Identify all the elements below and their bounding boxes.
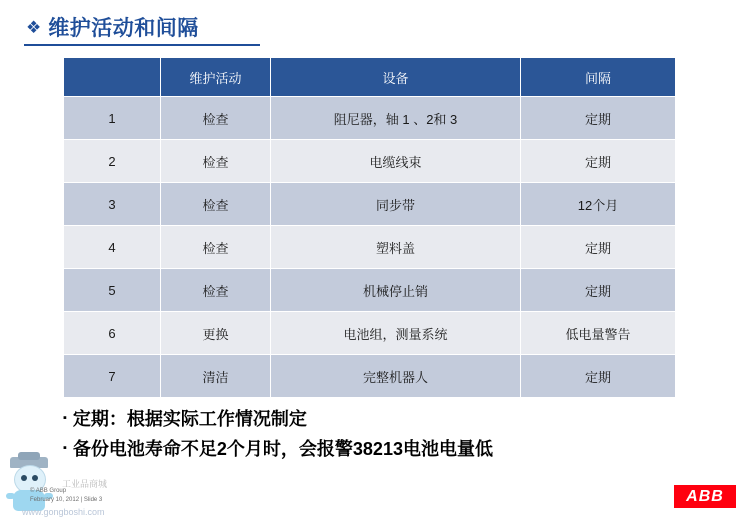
diamond-bullet-icon: ❖ [26, 17, 42, 37]
cell-number: 3 [64, 183, 161, 226]
cell-number: 7 [64, 355, 161, 398]
cell-device: 同步带 [271, 183, 521, 226]
cell-number: 4 [64, 226, 161, 269]
cell-activity: 检查 [161, 140, 271, 183]
title-divider [24, 44, 260, 46]
cell-interval: 定期 [521, 97, 676, 140]
cell-device: 塑料盖 [271, 226, 521, 269]
page-title-text: 维护活动和间隔 [48, 17, 199, 40]
watermark-url: www.gongboshi.com [22, 507, 105, 517]
table-row [64, 312, 676, 355]
col-header-interval: 间隔 [521, 58, 676, 97]
maintenance-table [63, 57, 676, 398]
cell-interval: 低电量警告 [521, 312, 676, 355]
cell-device: 电池组，测量系统 [271, 312, 521, 355]
cell-number: 2 [64, 140, 161, 183]
cell-interval: 12个月 [521, 183, 676, 226]
col-header-device: 设备 [271, 58, 521, 97]
date-slide-text: February 10, 2012 | Slide 3 [30, 497, 103, 503]
cell-activity: 检查 [161, 97, 271, 140]
watermark-name: 工业品商城 [62, 479, 108, 489]
cell-number: 5 [64, 269, 161, 312]
table-header-row [64, 58, 676, 97]
page-title [26, 12, 199, 42]
cell-number: 6 [64, 312, 161, 355]
table-row [64, 226, 676, 269]
note-text: 定期：根据实际工作情况制定 [72, 409, 307, 429]
maintenance-table-wrapper [63, 57, 675, 398]
cell-activity: 检查 [161, 183, 271, 226]
cell-number: 1 [64, 97, 161, 140]
cell-activity: 检查 [161, 269, 271, 312]
table-row [64, 355, 676, 398]
mascot-icon [6, 455, 58, 515]
cell-interval: 定期 [521, 269, 676, 312]
cell-interval: 定期 [521, 140, 676, 183]
notes-list [63, 407, 703, 467]
cell-activity: 清洁 [161, 355, 271, 398]
cell-device: 完整机器人 [271, 355, 521, 398]
cell-activity: 更换 [161, 312, 271, 355]
cell-activity: 检查 [161, 226, 271, 269]
list-item [63, 437, 703, 461]
copyright-text: © ABB Group [30, 488, 67, 494]
list-item [63, 407, 703, 431]
square-bullet-icon: ▪ [63, 412, 67, 424]
table-row [64, 140, 676, 183]
cell-interval: 定期 [521, 355, 676, 398]
table-row [64, 269, 676, 312]
cell-device: 机械停止销 [271, 269, 521, 312]
cell-device: 电缆线束 [271, 140, 521, 183]
col-header-number [64, 58, 161, 97]
col-header-activity: 维护活动 [161, 58, 271, 97]
cell-device: 阻尼器，轴 1 、2和 3 [271, 97, 521, 140]
square-bullet-icon: ▪ [63, 442, 67, 454]
table-row [64, 97, 676, 140]
mascot-hat-top [18, 452, 40, 460]
mascot-eye-left [21, 475, 27, 481]
note-text: 备份电池寿命不足2个月时，会报警38213电池电量低 [72, 439, 493, 459]
table-row [64, 183, 676, 226]
cell-interval: 定期 [521, 226, 676, 269]
mascot-eye-right [32, 475, 38, 481]
abb-logo: ABB [674, 485, 736, 508]
